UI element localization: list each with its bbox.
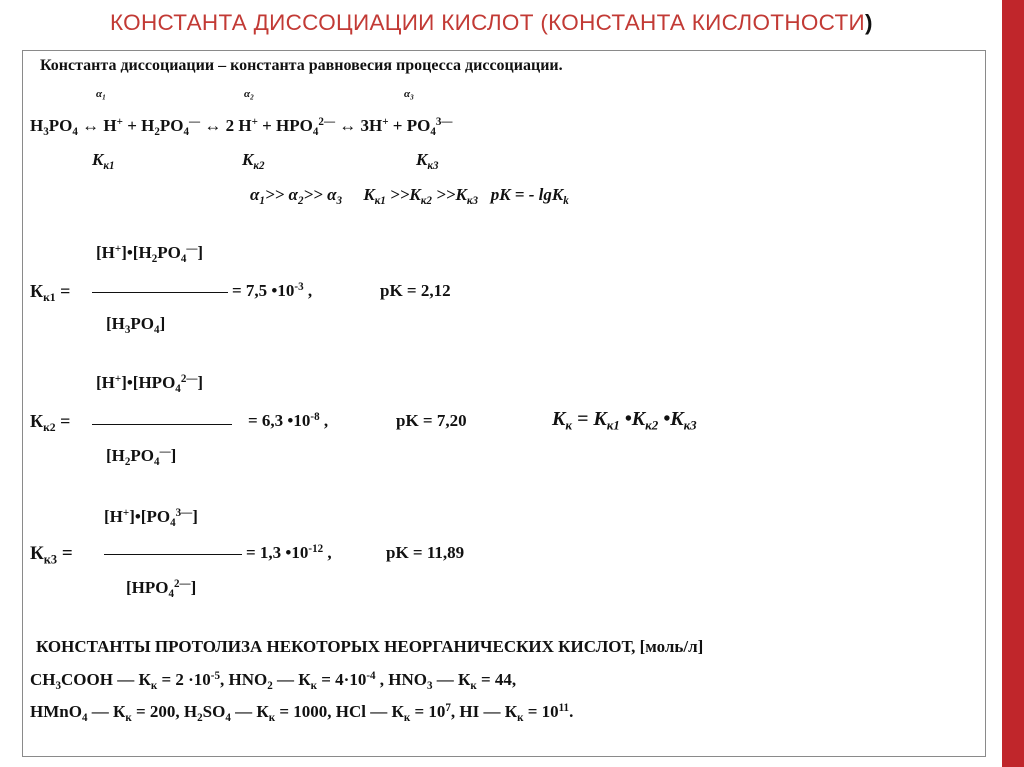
- alpha-2: $\alpha_2$: [244, 88, 254, 102]
- k1-fraction-bar: [92, 292, 228, 293]
- slide-title-paren: ): [865, 10, 873, 35]
- k2-denominator: $[H_2PO_4^—]$: [106, 445, 177, 468]
- slide-title-text: КОНСТАНТА ДИССОЦИАЦИИ КИСЛОТ (КОНСТАНТА КИСЛОТНОСТИ: [110, 10, 865, 35]
- accent-bar: [1002, 0, 1024, 767]
- k1-numerator: $[H^+]•[H_2PO_4^—]$: [96, 242, 204, 265]
- k2-value: = 6,3 $•10^{-8}$ ,: [248, 410, 329, 430]
- k3-fraction-bar: [104, 554, 242, 555]
- acid-constants-line-1: $CH_3COOH$ — $К_к = 2 \cdot 10^{-5}$, $HNO_2$ — $К_к = 4\cdot 10^{-4}$ , $HNO_3$ — $К_к = 44$,: [30, 669, 517, 692]
- slide-title: [110, 10, 873, 36]
- acid-constants-line-2: HMnO$_4$ — $К_к = 200$, $H_2SO_4$ — $К_к = 1000$, HCl — $К_к = 10^7$, HI — $К_к = 10^{11}$.: [30, 701, 574, 724]
- k2-fraction-bar: [92, 424, 232, 425]
- k1-label: $К_{к1}$ =: [30, 281, 71, 305]
- kk2-label: $K_{к2}$: [242, 150, 265, 172]
- k2-numerator: $[H^+]•[HPO_4^{2—}]$: [96, 372, 204, 395]
- alpha-1: $\alpha_1$: [96, 88, 106, 102]
- kk3-label: $K_{к3}$: [416, 150, 439, 172]
- intro-text: Константа диссоциации – константа равновесия процесса диссоциации.: [40, 57, 563, 74]
- k3-denominator: $[HPO_4^{2—}]$: [126, 577, 197, 600]
- kk-product-formula: $K_к = K_{к1}$ $•K_{к2}$ $•K_{к3}$: [552, 408, 697, 433]
- k3-value: = 1,3 $•10^{-12}$ ,: [246, 542, 332, 562]
- k3-pk: pK = 11,89: [386, 543, 465, 562]
- k2-pk: pK = 7,20: [396, 411, 467, 430]
- kk1-label: $K_{к1}$: [92, 150, 115, 172]
- k1-denominator: $[H_3PO_4]$: [106, 314, 166, 336]
- k2-label: $К_{к2}$ =: [30, 411, 71, 435]
- relation-line: $\alpha_1>> \alpha_2>> \alpha_3$ $K_{к1} >>K_{к2} >>K_{к3}$ pK = - lgK$_k$: [250, 185, 569, 207]
- dissociation-equation: $H_3PO_4$ ↔ $H^+ + H_2PO_4^—$ ↔ 2 $H^+ + HPO_4^{2—}$ ↔ $3H^+ + PO_4^{3—}$: [30, 115, 453, 138]
- k3-label: $К_{к3}$ =: [30, 543, 73, 567]
- protolysis-section-title: КОНСТАНТЫ ПРОТОЛИЗА НЕКОТОРЫХ НЕОРГАНИЧЕСКИХ КИСЛОТ, [моль/л]: [36, 637, 704, 656]
- alpha-3: $\alpha_3$: [404, 88, 414, 102]
- k1-pk: pK = 2,12: [380, 281, 451, 300]
- k1-value: = 7,5 $•10^{-3}$ ,: [232, 280, 313, 300]
- k3-numerator: $[H^+]•[PO_4^{3—}]$: [104, 506, 198, 529]
